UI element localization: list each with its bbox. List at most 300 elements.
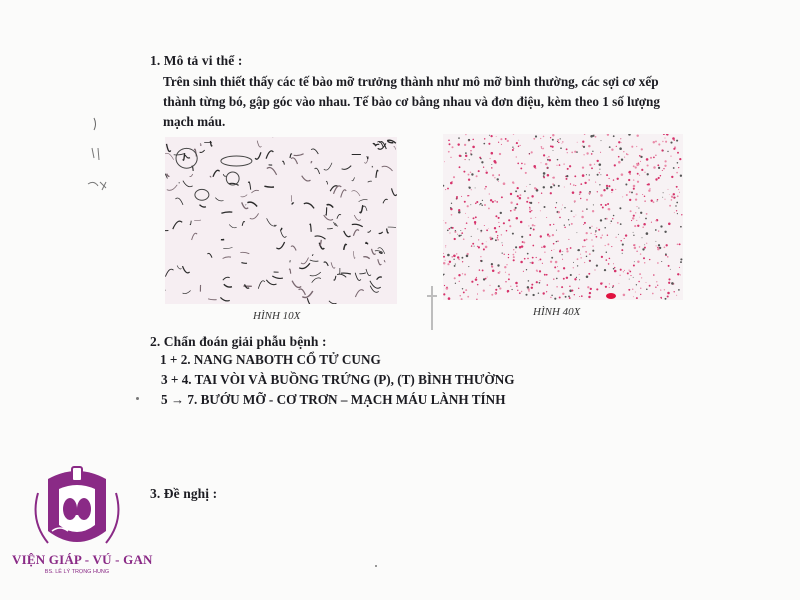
cell-nucleus (586, 256, 587, 257)
tissue-strand (353, 230, 359, 236)
cell-nucleus (587, 286, 589, 288)
tissue-strand (200, 144, 201, 146)
cell-nucleus (527, 286, 529, 288)
tissue-strand (383, 199, 388, 203)
cell-nucleus (503, 182, 506, 185)
cell-nucleus (474, 246, 475, 247)
cell-nucleus (480, 230, 482, 232)
cell-nucleus (547, 157, 548, 158)
cell-nucleus (600, 152, 601, 153)
cell-nucleus (476, 201, 478, 203)
cell-nucleus (635, 198, 637, 200)
cell-nucleus (528, 280, 530, 282)
cell-nucleus (562, 254, 563, 255)
cell-nucleus (663, 134, 665, 135)
cell-nucleus (444, 285, 445, 286)
cell-nucleus (576, 232, 577, 233)
cell-nucleus (655, 287, 656, 288)
cell-nucleus (540, 162, 541, 163)
cell-nucleus (499, 271, 501, 273)
cell-nucleus (595, 270, 596, 271)
cell-nucleus (578, 288, 579, 289)
cell-nucleus (678, 189, 679, 190)
cell-nucleus (655, 241, 656, 242)
cell-nucleus (666, 134, 668, 136)
cell-nucleus (595, 232, 596, 233)
cell-nucleus (476, 299, 477, 300)
cell-nucleus (549, 224, 551, 226)
cell-nucleus (642, 248, 644, 250)
cell-nucleus (636, 134, 638, 136)
cell-nucleus (480, 256, 481, 257)
tissue-strand (210, 176, 211, 177)
cell-nucleus (677, 243, 679, 245)
cell-nucleus (579, 191, 581, 193)
tissue-strand (311, 149, 318, 154)
cell-nucleus (510, 210, 512, 212)
cell-nucleus (569, 297, 571, 299)
cell-nucleus (529, 207, 530, 208)
cell-nucleus (458, 235, 460, 237)
cell-nucleus (468, 179, 470, 181)
cell-nucleus (507, 140, 509, 142)
cell-nucleus (518, 146, 520, 148)
section-1-heading: 1. Mô tả vi thể : (150, 53, 243, 68)
tissue-strand (382, 166, 393, 171)
cell-nucleus (668, 278, 670, 280)
tissue-strand (175, 198, 183, 205)
cell-nucleus (572, 191, 575, 194)
tissue-strand (352, 177, 355, 180)
cell-nucleus (649, 259, 650, 260)
cell-nucleus (676, 140, 678, 142)
cell-nucleus (505, 272, 506, 273)
cell-nucleus (524, 258, 526, 260)
cell-nucleus (593, 204, 594, 205)
tissue-strand (324, 262, 329, 266)
cell-nucleus (676, 210, 677, 211)
cell-nucleus (517, 187, 519, 189)
scan-artifact-mark (424, 284, 440, 334)
tissue-strand (173, 221, 182, 229)
cell-nucleus (667, 151, 668, 152)
section-2-heading: 2. Chẩn đoán giải phẫu bệnh : (150, 334, 327, 349)
cell-nucleus (457, 256, 459, 258)
cell-nucleus (610, 223, 611, 224)
tissue-strand (223, 277, 230, 280)
cell-nucleus (503, 222, 505, 224)
cell-nucleus (631, 146, 633, 148)
cell-nucleus (655, 140, 657, 142)
cell-nucleus (640, 156, 642, 158)
tissue-strand (379, 232, 383, 234)
cell-nucleus (499, 273, 500, 274)
cell-nucleus (649, 188, 650, 189)
cell-nucleus (505, 281, 506, 282)
cell-nucleus (467, 195, 468, 196)
cell-nucleus (553, 184, 555, 186)
cell-nucleus (485, 186, 487, 188)
cell-nucleus (552, 139, 554, 141)
tissue-strand (282, 161, 284, 164)
cell-nucleus (489, 193, 490, 194)
cell-nucleus (491, 265, 492, 266)
cell-nucleus (455, 283, 456, 284)
cell-nucleus (591, 153, 593, 155)
cell-nucleus (677, 195, 679, 197)
cell-nucleus (633, 232, 634, 233)
cell-nucleus (595, 182, 596, 183)
cell-nucleus (495, 239, 497, 241)
tissue-strand (280, 230, 286, 237)
cell-nucleus (469, 187, 471, 189)
cell-nucleus (625, 184, 627, 186)
cell-nucleus (445, 189, 446, 190)
cell-nucleus (491, 167, 493, 169)
cell-nucleus (468, 195, 469, 196)
cell-nucleus (551, 295, 552, 296)
cell-nucleus (657, 164, 659, 166)
cell-nucleus (607, 234, 608, 235)
cell-nucleus (513, 148, 514, 149)
cell-nucleus (445, 247, 446, 248)
cell-nucleus (596, 236, 598, 238)
cell-nucleus (605, 204, 607, 206)
cell-nucleus (556, 202, 557, 203)
cell-nucleus (535, 135, 537, 137)
tissue-strand (165, 269, 173, 276)
cell-nucleus (455, 264, 456, 265)
cell-nucleus (470, 150, 471, 151)
cell-nucleus (448, 297, 451, 300)
cell-nucleus (586, 208, 588, 210)
cell-nucleus (569, 165, 571, 167)
cell-nucleus (566, 178, 568, 180)
tissue-strand (354, 215, 361, 220)
cell-nucleus (621, 173, 624, 176)
cell-nucleus (497, 237, 498, 238)
cell-nucleus (457, 234, 458, 235)
cell-nucleus (585, 251, 586, 252)
cell-nucleus (531, 151, 533, 153)
cell-nucleus (586, 232, 588, 234)
tissue-strand (355, 290, 363, 297)
cell-nucleus (679, 267, 680, 268)
cell-nucleus (552, 234, 554, 236)
cell-nucleus (666, 244, 668, 246)
cell-nucleus (613, 263, 614, 264)
cell-nucleus (483, 248, 485, 250)
tissue-strand (183, 181, 193, 187)
cell-nucleus (554, 249, 555, 250)
cell-nucleus (559, 217, 561, 219)
tissue-strand (299, 263, 310, 268)
cell-nucleus (550, 261, 552, 263)
cell-nucleus (643, 257, 645, 259)
tissue-strand (302, 176, 311, 181)
cell-nucleus (669, 194, 670, 195)
cell-nucleus (458, 209, 460, 211)
cell-nucleus (600, 194, 603, 197)
cell-nucleus (589, 260, 591, 262)
cell-nucleus (584, 182, 586, 184)
cell-nucleus (560, 138, 561, 139)
cell-nucleus (555, 207, 556, 208)
cell-nucleus (466, 255, 469, 258)
cell-nucleus (456, 196, 458, 198)
cell-nucleus (661, 261, 662, 262)
cell-nucleus (534, 225, 535, 226)
diagnosis-item: 5 → 7. BƯỚU MỠ - CƠ TRƠN – MẠCH MÁU LÀNH TÍNH (161, 392, 506, 407)
cell-nucleus (609, 146, 611, 148)
cell-nucleus (541, 148, 542, 149)
cell-nucleus (531, 284, 533, 286)
cell-nucleus (542, 263, 543, 264)
cell-nucleus (583, 146, 585, 148)
cell-nucleus (609, 287, 610, 288)
tissue-strand (378, 259, 382, 264)
tissue-strand (324, 163, 332, 170)
cell-nucleus (465, 159, 466, 160)
cell-nucleus (575, 215, 576, 216)
cell-nucleus (557, 165, 558, 166)
cell-nucleus (671, 196, 673, 198)
cell-nucleus (489, 158, 490, 159)
cell-nucleus (506, 264, 507, 265)
cell-nucleus (567, 152, 568, 153)
cell-nucleus (664, 165, 666, 167)
cell-nucleus (513, 254, 515, 256)
cell-nucleus (445, 245, 446, 246)
cell-nucleus (448, 151, 450, 153)
cell-nucleus (667, 295, 669, 297)
cell-nucleus (677, 152, 679, 154)
cell-nucleus (579, 296, 580, 297)
cell-nucleus (487, 277, 488, 278)
tissue-strand (291, 246, 296, 251)
cell-nucleus (465, 213, 466, 214)
cell-nucleus (600, 282, 602, 284)
cell-nucleus (574, 175, 576, 177)
cell-nucleus (470, 154, 472, 156)
cell-nucleus (497, 264, 499, 266)
tissue-strand (359, 273, 365, 274)
tissue-strand (327, 205, 334, 208)
description-line: Trên sinh thiết thấy các tế bào mỡ trưởng thành như mô mỡ bình thường, các sợi cơ xếp (163, 74, 659, 89)
cell-nucleus (470, 172, 471, 173)
cell-nucleus (612, 218, 613, 219)
cell-nucleus (676, 172, 678, 174)
cell-nucleus (492, 270, 495, 273)
cell-nucleus (664, 160, 666, 162)
cell-nucleus (618, 141, 620, 143)
cell-nucleus (539, 282, 541, 284)
tissue-strand (223, 248, 232, 249)
cell-nucleus (485, 278, 487, 280)
cell-nucleus (599, 184, 600, 185)
cell-nucleus (563, 278, 565, 280)
cell-nucleus (629, 171, 631, 173)
cell-nucleus (475, 216, 477, 218)
tissue-strand (359, 200, 368, 202)
figure-caption-10x: HÌNH 10X (253, 310, 301, 322)
tissue-strand (215, 198, 223, 201)
cell-nucleus (644, 244, 645, 245)
cell-nucleus (495, 289, 497, 291)
cell-nucleus (602, 235, 603, 236)
tissue-strand (327, 228, 333, 229)
cell-nucleus (660, 175, 661, 176)
tissue-strand (223, 174, 226, 176)
cell-nucleus (513, 134, 514, 135)
cell-nucleus (669, 205, 671, 207)
cell-nucleus (627, 154, 628, 155)
cell-nucleus (670, 155, 671, 156)
cell-nucleus (589, 227, 591, 229)
cell-nucleus (644, 200, 645, 201)
cell-nucleus (644, 262, 646, 264)
cell-nucleus (638, 163, 639, 164)
cell-nucleus (556, 278, 558, 280)
cell-nucleus (488, 207, 490, 209)
cell-nucleus (638, 208, 639, 209)
cell-nucleus (483, 143, 485, 145)
cell-nucleus (574, 278, 576, 280)
tissue-strand (294, 154, 304, 156)
cell-nucleus (595, 230, 597, 232)
cell-nucleus (629, 271, 631, 273)
cell-nucleus (664, 199, 665, 200)
cell-nucleus (492, 201, 494, 203)
cell-nucleus (444, 161, 445, 162)
cell-nucleus (480, 260, 482, 262)
cell-nucleus (515, 190, 517, 192)
cell-nucleus (573, 262, 574, 263)
cell-nucleus (580, 183, 582, 185)
tissue-strand (241, 263, 247, 264)
cell-nucleus (677, 162, 679, 164)
cell-nucleus (644, 172, 645, 173)
tissue-strand (241, 195, 248, 197)
cell-nucleus (474, 223, 476, 225)
cell-nucleus (573, 267, 574, 268)
cell-nucleus (608, 208, 610, 210)
cell-nucleus (624, 270, 625, 271)
tissue-strand (352, 191, 361, 196)
cell-nucleus (646, 158, 649, 161)
cell-nucleus (655, 178, 657, 180)
cell-nucleus (484, 225, 485, 226)
cell-nucleus (680, 258, 682, 260)
cell-nucleus (640, 294, 641, 295)
cell-nucleus (478, 170, 480, 172)
tissue-strand (255, 152, 261, 159)
cell-nucleus (568, 296, 570, 298)
tissue-strand (368, 181, 372, 182)
tissue-strand (364, 206, 368, 211)
cell-nucleus (584, 262, 585, 263)
cell-nucleus (561, 209, 562, 210)
cell-nucleus (464, 274, 466, 276)
cell-nucleus (633, 185, 636, 188)
cell-nucleus (679, 158, 681, 160)
cell-nucleus (453, 255, 456, 258)
cell-nucleus (520, 167, 522, 169)
cell-nucleus (637, 206, 638, 207)
cell-nucleus (463, 238, 465, 240)
cell-nucleus (618, 156, 620, 158)
cell-nucleus (624, 238, 625, 239)
cell-nucleus (541, 192, 542, 193)
cell-nucleus (604, 269, 606, 271)
cell-nucleus (658, 244, 660, 246)
cell-nucleus (484, 204, 486, 206)
cell-nucleus (606, 187, 608, 189)
cell-nucleus (443, 293, 445, 295)
cell-nucleus (547, 234, 549, 236)
tissue-strand (167, 174, 170, 177)
cell-nucleus (459, 155, 461, 157)
cell-nucleus (443, 262, 445, 265)
cell-nucleus (653, 157, 655, 159)
cell-nucleus (648, 189, 650, 191)
cell-nucleus (460, 230, 461, 231)
tissue-strand (353, 251, 355, 258)
cell-nucleus (525, 294, 527, 296)
description-line: thành từng bó, gập góc vào nhau. Tế bào cơ bằng nhau và đơn điệu, kèm theo 1 số lượng (163, 94, 660, 109)
cell-nucleus (646, 282, 647, 283)
tissue-strand (315, 168, 320, 174)
cell-nucleus (443, 256, 445, 258)
cell-nucleus (671, 282, 674, 285)
cell-nucleus (639, 175, 640, 176)
cell-nucleus (518, 140, 519, 141)
thyroid-shield-icon (12, 465, 142, 555)
tissue-strand (167, 144, 171, 152)
cell-nucleus (647, 173, 649, 175)
cell-nucleus (622, 253, 623, 254)
cell-nucleus (586, 239, 588, 241)
cell-nucleus (636, 251, 637, 252)
cell-nucleus (564, 225, 565, 226)
cell-nucleus (651, 200, 653, 202)
tissue-strand (220, 297, 229, 300)
tissue-strand (304, 203, 314, 208)
cell-nucleus (588, 296, 590, 298)
cell-nucleus (517, 163, 519, 165)
cell-nucleus (611, 246, 612, 247)
tissue-strand (392, 188, 397, 195)
cell-nucleus (601, 140, 602, 141)
histology-image-10x (165, 137, 397, 304)
cell-nucleus (657, 262, 659, 264)
cell-nucleus (466, 222, 468, 224)
cell-nucleus (649, 285, 651, 287)
cell-nucleus (510, 193, 512, 195)
cell-nucleus (509, 225, 511, 227)
cell-nucleus (541, 146, 543, 148)
cell-nucleus (494, 177, 495, 178)
blood-spot (606, 293, 616, 299)
cell-nucleus (582, 166, 584, 168)
cell-nucleus (677, 274, 678, 275)
cell-nucleus (501, 234, 502, 235)
cell-nucleus (613, 135, 615, 137)
cell-nucleus (543, 176, 545, 178)
cell-nucleus (532, 294, 534, 296)
cell-nucleus (465, 152, 467, 154)
tissue-strand (183, 291, 191, 294)
